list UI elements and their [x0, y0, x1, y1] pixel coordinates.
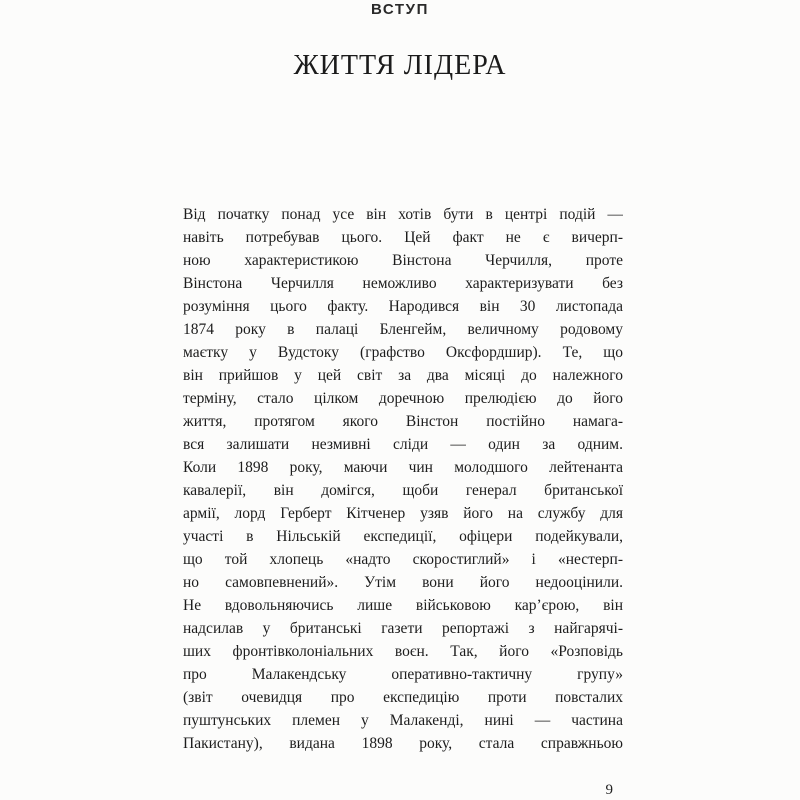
text-line: розуміння цього факту. Народився він 30 листопада [183, 298, 623, 315]
text-line: Пакистану), видана 1898 року, стала справжньою [183, 735, 623, 752]
text-line: надсилав у британські газети репортажі з найгарячі- [183, 620, 623, 637]
text-line: Коли 1898 року, маючи чин молодшого лейтенанта [183, 459, 623, 476]
text-line: що той хлопець «надто скоростиглий» і «нестерп- [183, 551, 623, 568]
text-line: 1874 року в палаці Бленгейм, величному родовому [183, 321, 623, 338]
text-line: він прийшов у цей світ за два місяці до належного [183, 367, 623, 384]
section-heading: ВСТУП [371, 1, 429, 18]
text-line: Від початку понад усе він хотів бути в центрі подій — [183, 206, 623, 223]
text-line: життя, протягом якого Вінстон постійно намага- [183, 413, 623, 430]
text-line: терміну, стало цілком доречною прелюдією до його [183, 390, 623, 407]
text-line: навіть потребував цього. Цей факт не є вичерп- [183, 229, 623, 246]
page-number: 9 [605, 782, 613, 798]
text-line: вся залишати незмивні сліди — один за одним. [183, 436, 623, 453]
text-line: Не вдовольняючись лише військовою кар’єрою, він [183, 597, 623, 614]
chapter-title: ЖИТТЯ ЛІДЕРА [293, 50, 507, 81]
text-line: про Малакендську оперативно-тактичну групу» [183, 666, 623, 683]
text-line: ших фронтівколоніальних воєн. Так, його «Розповідь [183, 643, 623, 660]
text-line: ною характеристикою Вінстона Черчилля, проте [183, 252, 623, 269]
body-text [183, 203, 623, 755]
text-line: участі в Нільській експедиції, офіцери подейкували, [183, 528, 623, 545]
text-line: кавалерії, він домігся, щоби генерал британської [183, 482, 623, 499]
text-line: но самовпевнений». Утім вони його недооцінили. [183, 574, 623, 591]
text-line: маєтку у Вудстоку (графство Оксфордшир). Те, що [183, 344, 623, 361]
text-line: армії, лорд Герберт Кітченер узяв його на службу для [183, 505, 623, 522]
text-line: пуштунських племен у Малакенді, нині — частина [183, 712, 623, 729]
text-line: (звіт очевидця про експедицію проти повсталих [183, 689, 623, 706]
text-line: Вінстона Черчилля неможливо характеризувати без [183, 275, 623, 292]
